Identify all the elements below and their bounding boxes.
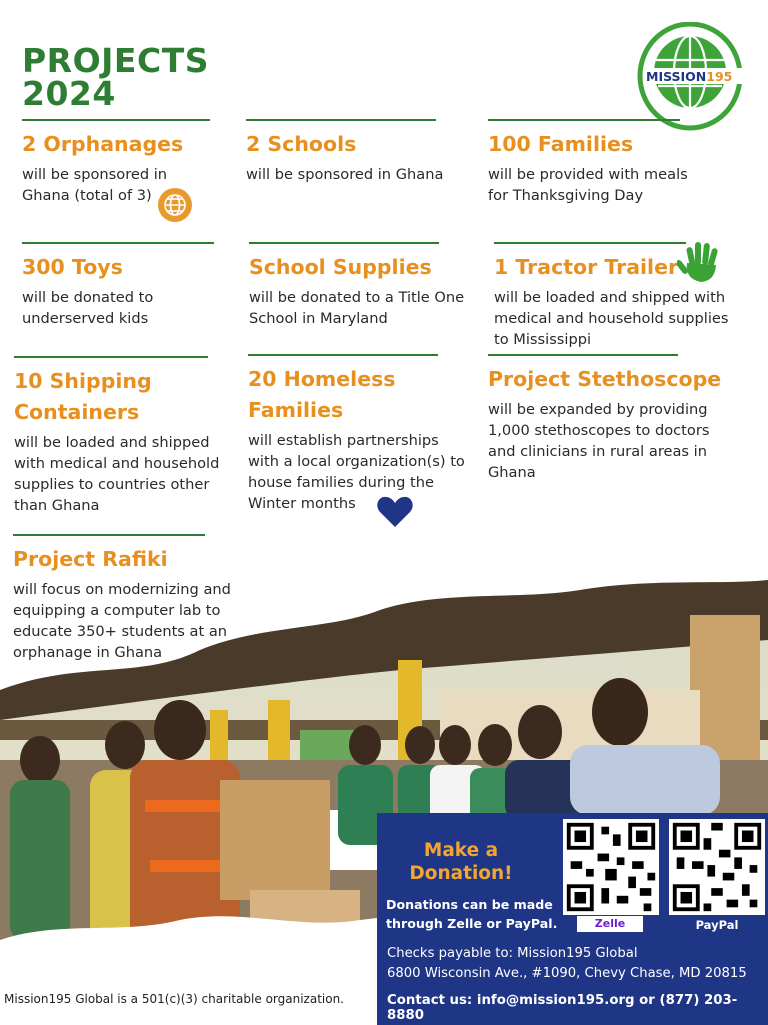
divider [13,534,205,536]
project-title: 100 Families [488,132,634,156]
page-title-line1: PROJECTS [22,41,209,80]
project-desc: will be donated to a Title One School in Maryland [249,289,465,327]
divider [14,356,208,358]
mission195-logo [634,22,742,134]
project-desc: will be expanded by providing 1,000 stethoscopes to doctors and clinicians in rural areas in Ghana [488,401,710,481]
project-title: 2 Orphanages [22,132,184,156]
project-families [488,119,728,206]
paypal-label: PayPal [695,918,739,932]
contact-info: Contact us: info@mission195.org or (877) 203-8880 [387,993,738,1023]
project-desc: will be provided with meals for Thanksgiving Day [488,166,688,204]
heart-icon [376,495,414,529]
charity-note: Mission195 Global is a 501(c)(3) charitable organization. [4,992,344,1006]
project-title: 20 Homeless Families [248,367,396,422]
project-desc: will establish partnerships with a local organization(s) to house families during the Winter months [248,432,465,512]
divider [22,119,210,121]
project-desc: will be sponsored in Ghana (total of 3) [22,166,168,204]
divider [494,242,686,244]
project-desc: will be sponsored in Ghana [246,166,444,183]
project-homeless-families [248,354,473,514]
project-desc: will be loaded and shipped with medical and household supplies to Mississippi [494,289,729,348]
paypal-qr-code[interactable] [669,819,765,915]
mailing-info [387,944,747,984]
project-title: 1 Tractor Trailer [494,255,679,279]
project-title: 300 Toys [22,255,123,279]
project-stethoscope [488,354,748,483]
globe-icon [157,187,193,223]
zelle-label: Zelle [577,916,643,932]
divider [488,119,680,121]
page-title-line2: 2024 [22,74,116,113]
hand-icon [677,239,723,285]
project-desc: will be donated to underserved kids [22,289,154,327]
divider [248,354,438,356]
divider [246,119,436,121]
checks-payable: Checks payable to: Mission195 Global [387,946,638,961]
project-title: 2 Schools [246,132,357,156]
project-desc: will be loaded and shipped with medical and household supplies to countries other than Ghana [14,434,220,514]
divider [22,242,214,244]
zelle-qr-code[interactable] [563,819,659,915]
project-school-supplies [249,242,479,329]
logo-text: MISSION195 [646,69,733,84]
project-title: Project Stethoscope [488,367,722,391]
project-desc: will focus on modernizing and equipping a computer lab to educate 350+ students at an orphanage in Ghana [13,581,231,661]
project-toys [22,242,222,329]
project-title: Project Rafiki [13,547,168,571]
donate-heading: Make a Donation! [409,840,513,884]
project-schools [246,119,456,185]
mailing-address: 6800 Wisconsin Ave., #1090, Chevy Chase, MD 20815 [387,966,747,981]
page-title [22,41,209,113]
donate-note: Donations can be made through Zelle or PayPal. [386,897,558,931]
divider [249,242,439,244]
divider [488,354,678,356]
project-title: School Supplies [249,255,432,279]
project-shipping-containers [14,356,234,516]
project-title: 10 Shipping Containers [14,369,152,424]
donation-panel [377,813,768,1025]
